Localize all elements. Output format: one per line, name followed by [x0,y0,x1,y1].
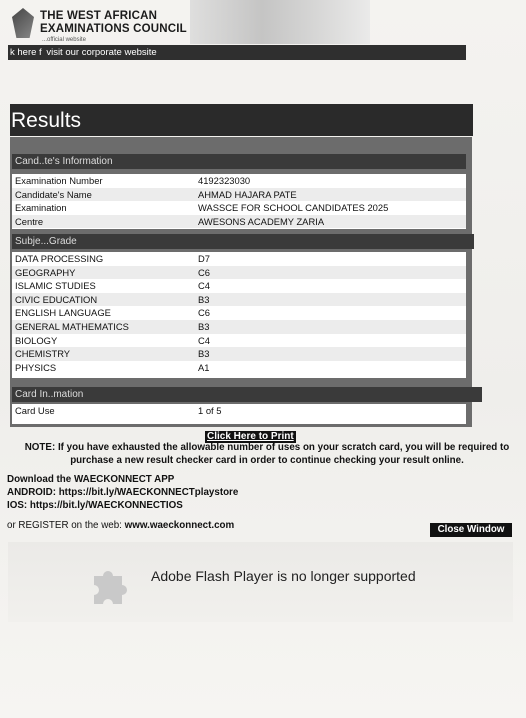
candidate-info-heading: Cand..te's Information [12,154,466,169]
subject: ISLAMIC STUDIES [15,280,96,292]
label: Examination Number [15,175,103,186]
value: 1 of 5 [198,405,222,416]
table-row [12,347,466,361]
subject: PHYSICS [15,361,57,373]
top-nav-bar [8,45,466,60]
table-row [12,174,466,188]
print-link[interactable]: Click Here to Print [207,431,294,442]
plugin-puzzle-icon [88,562,132,606]
brand-line-2: EXAMINATIONS COUNCIL [40,23,187,35]
value: AHMAD HAJARA PATE [198,188,297,200]
register-url[interactable]: www.waeckonnect.com [124,520,235,531]
subject: ENGLISH LANGUAGE [15,307,111,319]
grade: C4 [198,334,210,346]
page-title: Results [10,104,473,136]
subject-grade-table [12,252,466,378]
grade: D7 [198,253,210,264]
card-info-heading: Card In..mation [12,387,482,402]
table-row [12,201,466,215]
brand-subtitle: ...official website [42,37,86,43]
table-row [12,293,466,307]
label: Card Use [15,405,55,416]
subject-grade-heading: Subje...Grade [12,234,474,249]
value: AWESONS ACADEMY ZARIA [198,215,325,227]
label: Candidate's Name [15,188,92,200]
table-row [12,404,466,418]
grade: C4 [198,280,210,292]
waec-crest-icon [12,8,34,38]
close-window-button[interactable]: Close Window [430,523,512,537]
header-banner-image [190,0,370,44]
card-info-table [12,404,466,424]
ios-link[interactable]: IOS: https://bit.ly/WAECKONNECTIOS [7,500,183,511]
table-row [12,215,466,229]
grade: C6 [198,266,210,278]
table-row [12,306,466,320]
subject: CHEMISTRY [15,348,71,360]
label: Examination [15,202,67,214]
nav-link-corporate[interactable]: visit our corporate website [46,47,157,58]
scratch-card-note [22,441,512,467]
candidate-info-table [12,174,466,229]
grade: B3 [198,293,210,305]
note-text: If you have exhausted the allowable number of uses on your scratch card, you will be required to purchase a new result checker card in order to continue checking your result online. [57,442,510,466]
subject: GENERAL MATHEMATICS [15,320,129,332]
subject: GEOGRAPHY [15,266,76,278]
grade: C6 [198,307,210,319]
table-row [12,266,466,280]
subject: BIOLOGY [15,334,58,346]
table-row [12,279,466,293]
waec-logo [12,6,187,46]
table-row [12,334,466,348]
subject: DATA PROCESSING [15,253,104,264]
grade: A1 [198,361,210,373]
grade: B3 [198,320,210,332]
download-app-line: Download the WAECKONNECT APP [7,474,175,485]
brand-line-1: THE WEST AFRICAN [40,10,158,22]
register-prefix: or REGISTER on the web: [7,520,125,531]
flash-unsupported-message: Adobe Flash Player is no longer supported [151,568,416,584]
results-panel [10,137,472,427]
android-link[interactable]: ANDROID: https://bit.ly/WAECKONNECTplaystore [7,487,239,498]
value: 4192323030 [198,175,251,186]
value: WASSCE FOR SCHOOL CANDIDATES 2025 [198,202,389,214]
table-row [12,320,466,334]
table-row [12,252,466,266]
register-line [7,520,234,531]
table-row [12,188,466,202]
note-label: NOTE: [24,442,56,453]
grade: B3 [198,348,210,360]
nav-link-left[interactable]: k here f [10,47,42,58]
label: Centre [15,215,44,227]
table-row [12,361,466,375]
subject: CIVIC EDUCATION [15,293,98,305]
